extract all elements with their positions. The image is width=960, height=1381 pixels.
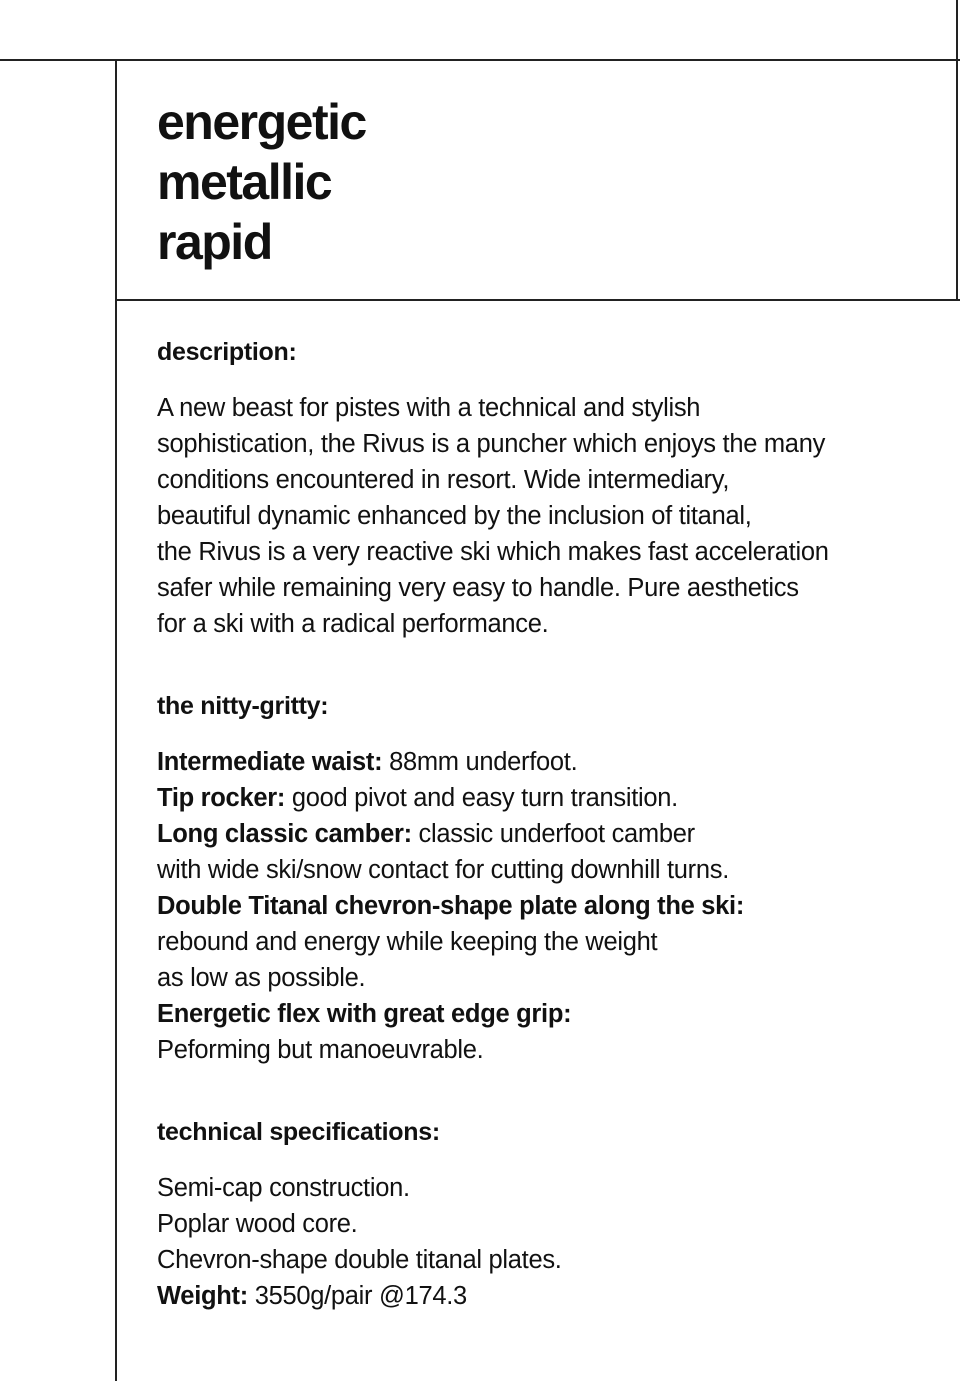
right-divider xyxy=(956,0,958,300)
nitty-gritty-title: the nitty-gritty: xyxy=(157,692,329,720)
feature-value: classic underfoot camber xyxy=(411,820,695,848)
description-title: description: xyxy=(157,338,297,366)
feature-line xyxy=(157,744,947,780)
description-line: conditions encountered in resort. Wide intermediary, xyxy=(157,466,730,494)
nitty-gritty-text xyxy=(157,744,947,1068)
spec-value: Semi-cap construction. xyxy=(157,1174,410,1202)
feature-value: good pivot and easy turn transition. xyxy=(285,784,678,812)
headline-word: metallic xyxy=(157,154,332,210)
left-divider xyxy=(115,59,117,1381)
feature-line xyxy=(157,852,947,888)
feature-value: with wide ski/snow contact for cutting downhill turns. xyxy=(157,856,729,884)
feature-line xyxy=(157,816,947,852)
description-line: beautiful dynamic enhanced by the inclusion of titanal, xyxy=(157,502,752,530)
spec-value: Poplar wood core. xyxy=(157,1210,358,1238)
description-line: A new beast for pistes with a technical and stylish xyxy=(157,394,701,422)
top-divider xyxy=(0,59,960,61)
headline-divider xyxy=(115,299,960,301)
feature-line xyxy=(157,780,947,816)
tech-specs-title: technical specifications: xyxy=(157,1118,440,1146)
description-line: safer while remaining very easy to handle. Pure aesthetics xyxy=(157,574,799,602)
feature-line xyxy=(157,960,947,996)
headline-word: rapid xyxy=(157,214,272,270)
tech-specs-section xyxy=(157,1114,947,1314)
feature-line xyxy=(157,1032,947,1068)
feature-label: Double Titanal chevron-shape plate along the ski: xyxy=(157,892,745,920)
spec-line xyxy=(157,1242,947,1278)
description-section xyxy=(157,334,947,642)
description-line: for a ski with a radical performance. xyxy=(157,610,549,638)
headline-word: energetic xyxy=(157,94,366,150)
feature-label: Tip rocker: xyxy=(157,784,286,812)
feature-value: Peforming but manoeuvrable. xyxy=(157,1036,484,1064)
nitty-gritty-section xyxy=(157,688,947,1068)
feature-label: Long classic camber: xyxy=(157,820,412,848)
feature-value: rebound and energy while keeping the weight xyxy=(157,928,658,956)
spec-label: Weight: xyxy=(157,1282,248,1310)
description-line: the Rivus is a very reactive ski which makes fast acceleration xyxy=(157,538,829,566)
content xyxy=(157,334,947,1314)
spec-line xyxy=(157,1206,947,1242)
spec-value: Chevron-shape double titanal plates. xyxy=(157,1246,562,1274)
spec-line xyxy=(157,1170,947,1206)
feature-value: 88mm underfoot. xyxy=(382,748,578,776)
feature-line xyxy=(157,924,947,960)
description-line: sophistication, the Rivus is a puncher which enjoys the many xyxy=(157,430,826,458)
description-text xyxy=(157,390,947,642)
feature-label: Intermediate waist: xyxy=(157,748,383,776)
feature-line xyxy=(157,996,947,1032)
feature-line xyxy=(157,888,947,924)
tech-specs-text xyxy=(157,1170,947,1314)
feature-value: as low as possible. xyxy=(157,964,366,992)
headline xyxy=(157,92,366,272)
spec-value: 3550g/pair @174.3 xyxy=(247,1282,467,1310)
spec-line xyxy=(157,1278,947,1314)
feature-label: Energetic flex with great edge grip: xyxy=(157,1000,572,1028)
